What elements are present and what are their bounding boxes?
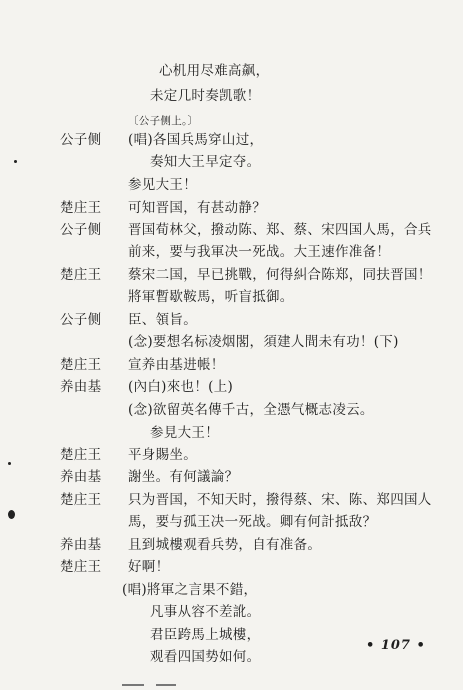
scan-speck <box>8 462 11 465</box>
speaker-label: 公子侧 <box>60 132 102 148</box>
text-line: 謝坐。有何議論？ <box>128 469 239 485</box>
speaker-label: 楚庄王 <box>60 559 102 575</box>
text-line: 馬，要与孤王决一死战。卿有何計抵敌？ <box>128 514 377 530</box>
text-line: (內白)來也！(上) <box>128 379 234 395</box>
text-line: 將軍暫歇鞍馬，听盲抵御。 <box>128 289 294 305</box>
stage-direction: 〔公子侧上。〕 <box>128 115 199 127</box>
text-line: 可知晋国，有甚动静？ <box>128 200 266 216</box>
text-line: 参见大王！ <box>128 177 197 193</box>
scan-edge-mark <box>156 684 176 686</box>
speaker-label: 楚庄王 <box>60 357 102 373</box>
speaker-label: 楚庄王 <box>60 492 102 508</box>
text-line: 平身賜坐。 <box>128 447 197 463</box>
text-line: (念)欲留英名傳千古，全憑气概志凌云。 <box>128 402 374 418</box>
text-line: 蔡宋二国，早已挑戰，何得糾合陈郑，同扶晋国！ <box>128 267 432 283</box>
text-line: 前来，要与我軍决一死战。大王速作准备！ <box>128 244 391 260</box>
text-line: 心机用尽难高飙， <box>159 63 270 79</box>
text-line: (唱)將軍之言果不錯， <box>122 582 258 598</box>
text-line: 臣、領旨。 <box>128 312 197 328</box>
page-number: • 107 • <box>366 638 426 653</box>
text-line: (唱)各国兵馬穿山过， <box>128 132 264 148</box>
speaker-label: 楚庄王 <box>60 447 102 463</box>
speaker-label: 养由基 <box>60 379 102 395</box>
text-line: 好啊！ <box>128 559 170 575</box>
speaker-label: 楚庄王 <box>60 267 102 283</box>
text-line: 未定几时奏凯歌！ <box>150 88 261 104</box>
text-line: 且到城樓观看兵势，自有准备。 <box>128 537 322 553</box>
text-line: (念)要想名标凌烟閣，須建人間未有功！(下) <box>128 334 399 350</box>
speaker-label: 公子侧 <box>60 312 102 328</box>
speaker-label: 公子侧 <box>60 222 102 238</box>
scan-speck <box>8 510 15 519</box>
text-line: 君臣跨馬上城樓， <box>150 627 261 643</box>
text-line: 宣养由基进帳！ <box>128 357 225 373</box>
speaker-label: 楚庄王 <box>60 200 102 216</box>
scan-edge-mark <box>122 684 144 686</box>
speaker-label: 养由基 <box>60 469 102 485</box>
text-line: 参見大王！ <box>150 425 219 441</box>
scan-speck <box>14 160 17 163</box>
text-line: 奏知大王早定夺。 <box>150 154 261 170</box>
speaker-label: 养由基 <box>60 537 102 553</box>
text-line: 晋国荀林父，撥动陈、郑、蔡、宋四国人馬，合兵 <box>128 222 432 238</box>
text-line: 观看四国势如何。 <box>150 649 261 665</box>
text-line: 凡事从容不差訛。 <box>150 604 261 620</box>
text-line: 只为晋国，不知天时，撥得蔡、宋、陈、郑四国人 <box>128 492 432 508</box>
